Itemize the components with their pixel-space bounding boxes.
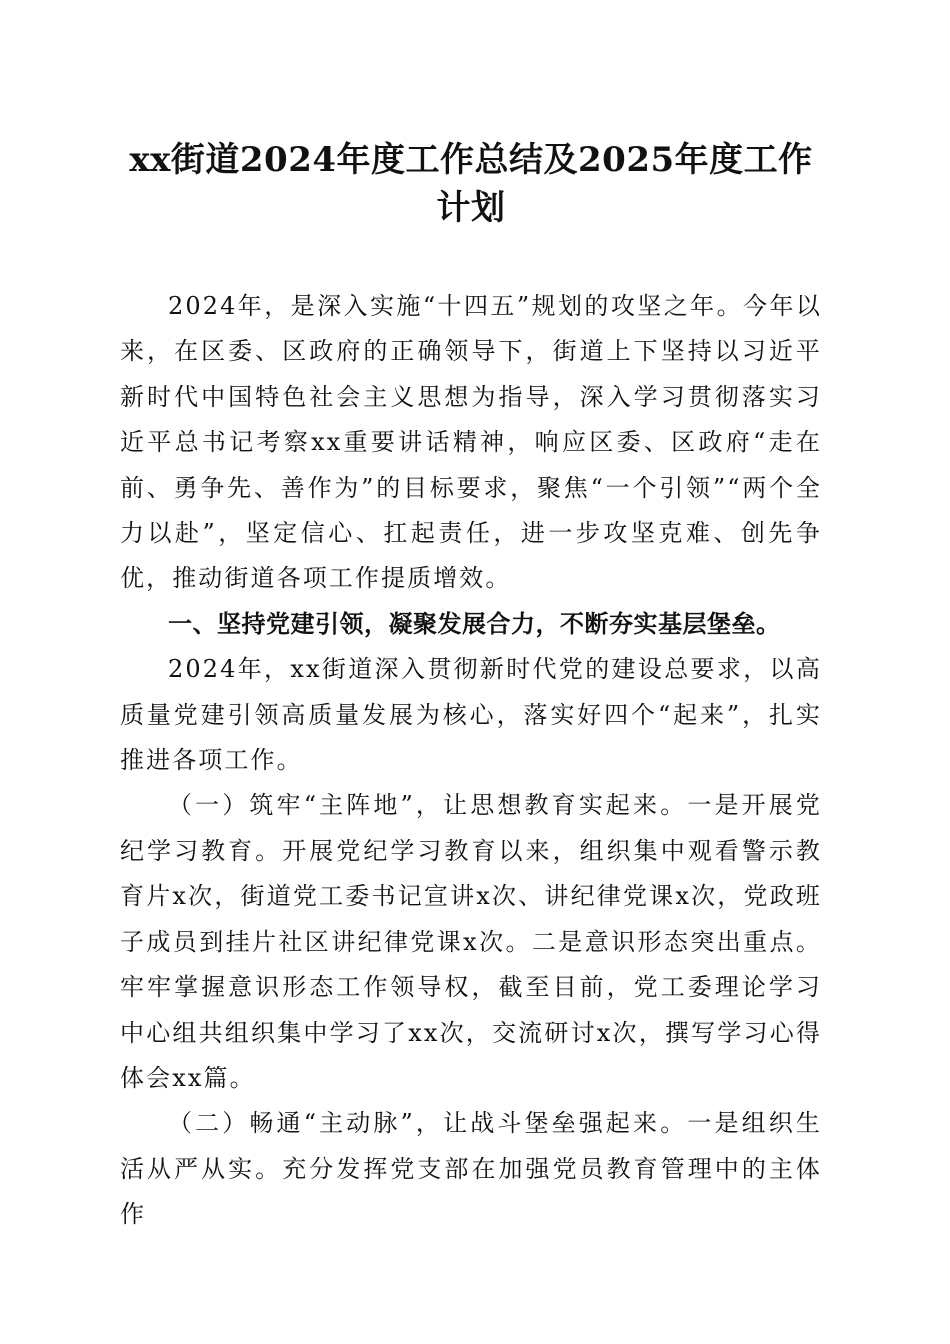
section-heading-1: 一、坚持党建引领，凝聚发展合力，不断夯实基层堡垒。 (168, 609, 781, 638)
intro-paragraph: 2024年，是深入实施“十四五”规划的攻坚之年。今年以来，在区委、区政府的正确领导下，街道上下坚持以习近平新时代中国特色社会主义思想为指导，深入学习贯彻落实习近平总书记考察xx重要讲话精神，响应区委、区政府“走在前、勇争先、善作为”的目标要求，聚焦“一个引领”“两个全力以赴”，坚定信心、扛起责任，进一步攻坚克难、创先争优，推动街道各项工作提质增效。 (120, 292, 822, 593)
document-body (120, 284, 822, 1238)
document-title: xx街道2024年度工作总结及2025年度工作计划 (129, 140, 813, 228)
subsection-1-paragraph: （一）筑牢“主阵地”，让思想教育实起来。一是开展党纪学习教育。开展党纪学习教育以来，组织集中观看警示教育片x次，街道党工委书记宣讲x次、讲纪律党课x次，党政班子成员到挂片社区讲纪律党课x次。二是意识形态突出重点。牢牢掌握意识形态工作领导权，截至目前，党工委理论学习中心组共组织集中学习了xx次，交流研讨x次，撰写学习心得体会xx篇。 (120, 791, 822, 1092)
section-1-intro-paragraph: 2024年，xx街道深入贯彻新时代党的建设总要求，以高质量党建引领高质量发展为核心，落实好四个“起来”，扎实推进各项工作。 (120, 655, 822, 775)
subsection-2-paragraph: （二）畅通“主动脉”，让战斗堡垒强起来。一是组织生活从严从实。充分发挥党支部在加强党员教育管理中的主体作 (120, 1109, 822, 1229)
